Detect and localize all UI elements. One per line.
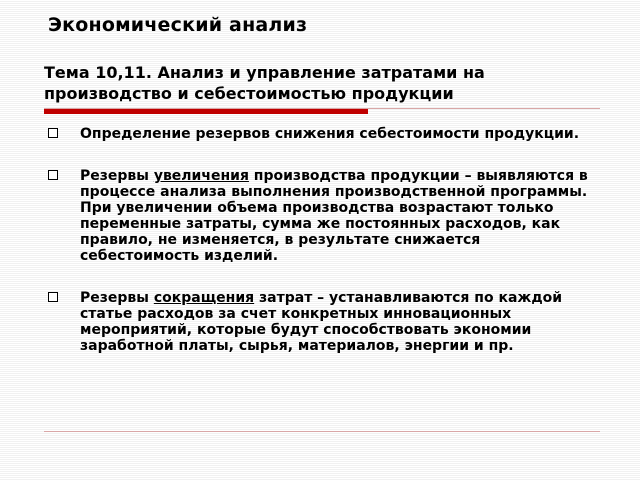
title-divider-accent (44, 109, 368, 114)
bullet-item-reduction-reserves (44, 290, 604, 354)
bullet-prefix: Резервы (80, 168, 154, 184)
slide-subtitle: Тема 10,11. Анализ и управление затратами на производство и себестоимостью продукции (44, 63, 485, 103)
bullet-item-increase-reserves (44, 168, 604, 264)
bullet-list (44, 126, 604, 380)
bullet-item-reserves-definition (44, 126, 604, 142)
square-bullet-icon (48, 128, 58, 138)
bullet-text: затрат – устанавливаются по каждой статье расходов за счет конкретных инновационных мероприятий, которые будут способствовать экономии заработной платы, сырья, материалов, энергии и пр. (80, 290, 563, 354)
slide-title: Экономический анализ (48, 14, 308, 36)
footer-divider (44, 431, 600, 432)
bullet-emphasis: сокращения (153, 290, 255, 306)
bullet-text: производства продукции – выявляются в процессе анализа выполнения производственной программы. При увеличении объема производства возрастают только переменные затраты, сумма же постоянных расходов, как правило, не изменяется, в результате снижается себестоимость изделий. (80, 168, 588, 264)
bullet-emphasis: увеличения (153, 168, 249, 184)
square-bullet-icon (48, 292, 58, 302)
bullet-prefix: Резервы (80, 290, 154, 306)
square-bullet-icon (48, 170, 58, 180)
bullet-text: Определение резервов снижения себестоимости продукции. (80, 126, 580, 142)
